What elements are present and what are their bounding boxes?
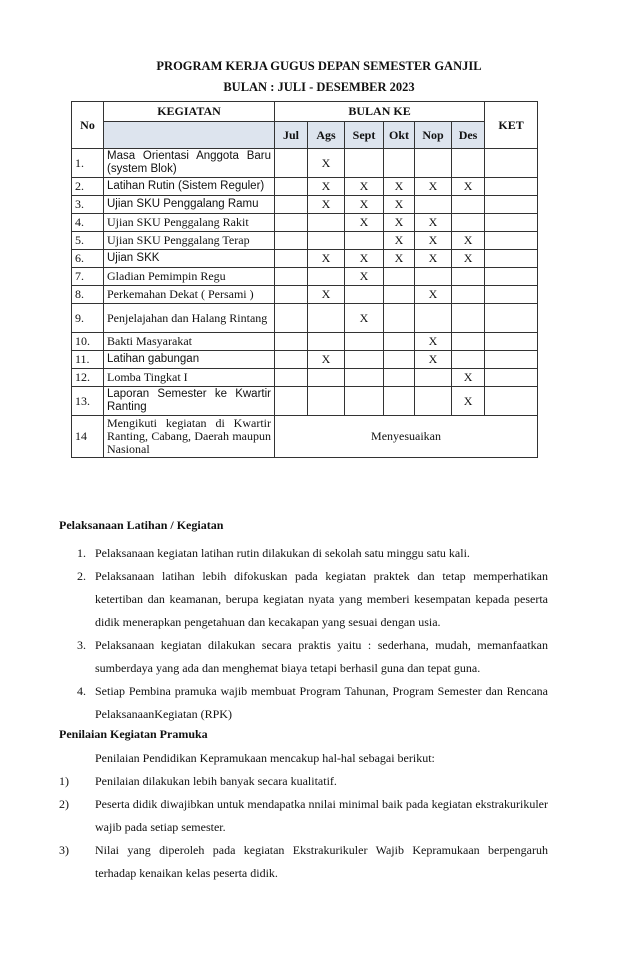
- row-kegiatan: Penjelajahan dan Halang Rintang: [104, 304, 275, 333]
- row-number: 7.: [72, 268, 104, 286]
- month-mark-okt: X: [384, 196, 415, 214]
- month-mark-ags: X: [308, 286, 345, 304]
- row-ket: [485, 268, 538, 286]
- list-item: 3. Pelaksanaan kegiatan dilakukan secara praktis yaitu : sederhana, mudah, memanfaatkan sumberdaya yang ada dan menghemat biaya tetapi berhasil guna dan tepat guna.: [77, 638, 548, 675]
- header-ket: KET: [485, 102, 538, 149]
- month-mark-ags: X: [308, 351, 345, 369]
- month-mark-okt: X: [384, 250, 415, 268]
- row-number: 1.: [72, 149, 104, 178]
- list-item: 1) Penilaian dilakukan lebih banyak secara kualitatif.: [59, 774, 337, 788]
- row-ket: [485, 196, 538, 214]
- row-kegiatan: Mengikuti kegiatan di Kwartir Ranting, Cabang, Daerah maupun Nasional: [104, 416, 275, 458]
- month-mark-jul: [275, 286, 308, 304]
- program-table: [71, 101, 538, 458]
- month-mark-okt: [384, 149, 415, 178]
- month-mark-sept: [345, 387, 384, 416]
- header-month-sept: Sept: [345, 122, 384, 149]
- month-mark-sept: X: [345, 268, 384, 286]
- row-number: 2.: [72, 178, 104, 196]
- month-mark-ags: X: [308, 178, 345, 196]
- month-mark-sept: X: [345, 178, 384, 196]
- row-ket: [485, 232, 538, 250]
- month-mark-ags: [308, 214, 345, 232]
- header-month-ags: Ags: [308, 122, 345, 149]
- row-kegiatan: Masa Orientasi Anggota Baru (system Blok): [104, 149, 275, 178]
- row-number: 5.: [72, 232, 104, 250]
- month-mark-ags: X: [308, 250, 345, 268]
- row-kegiatan: Laporan Semester ke Kwartir Ranting: [104, 387, 275, 416]
- table-row: [72, 214, 538, 232]
- month-mark-ags: [308, 304, 345, 333]
- month-mark-sept: [345, 149, 384, 178]
- table-row: [72, 351, 538, 369]
- month-mark-nop: [415, 196, 452, 214]
- month-mark-jul: [275, 178, 308, 196]
- row-ket: [485, 369, 538, 387]
- month-mark-jul: [275, 369, 308, 387]
- month-mark-des: [452, 214, 485, 232]
- month-mark-sept: [345, 286, 384, 304]
- month-mark-des: X: [452, 250, 485, 268]
- month-mark-nop: X: [415, 178, 452, 196]
- row-kegiatan: Ujian SKK: [104, 250, 275, 268]
- header-bulan: BULAN KE: [275, 102, 485, 122]
- month-mark-des: X: [452, 387, 485, 416]
- table-row: [72, 232, 538, 250]
- month-mark-ags: [308, 387, 345, 416]
- row-ket: [485, 351, 538, 369]
- month-mark-jul: [275, 250, 308, 268]
- table-row: [72, 369, 538, 387]
- month-mark-nop: X: [415, 214, 452, 232]
- document-subtitle: BULAN : JULI - DESEMBER 2023: [223, 80, 415, 94]
- row-number: 12.: [72, 369, 104, 387]
- list-item: 2. Pelaksanaan latihan lebih difokuskan pada kegiatan praktek dan tetap memperhatikan ketertiban dan keamanan, berupa kegiatan nyata yang memberi kesempatan kepada peserta didik menerapkan pengetahuan dan kecakapan yang sesuai dengan usia.: [77, 569, 548, 629]
- month-mark-nop: [415, 149, 452, 178]
- header-no: No: [72, 102, 104, 149]
- month-mark-des: [452, 149, 485, 178]
- month-mark-okt: X: [384, 214, 415, 232]
- month-mark-sept: [345, 369, 384, 387]
- row-kegiatan: Perkemahan Dekat ( Persami ): [104, 286, 275, 304]
- row-ket: [485, 286, 538, 304]
- row-kegiatan: Ujian SKU Penggalang Rakit: [104, 214, 275, 232]
- month-mark-des: [452, 196, 485, 214]
- table-row: [72, 268, 538, 286]
- month-mark-ags: [308, 268, 345, 286]
- month-mark-des: X: [452, 369, 485, 387]
- table-row: [72, 304, 538, 333]
- month-mark-jul: [275, 232, 308, 250]
- row-ket: [485, 149, 538, 178]
- month-mark-sept: X: [345, 214, 384, 232]
- month-mark-sept: [345, 351, 384, 369]
- pelaksanaan-list: [59, 542, 548, 726]
- month-mark-sept: X: [345, 250, 384, 268]
- row-kegiatan: Latihan gabungan: [104, 351, 275, 369]
- month-mark-des: X: [452, 178, 485, 196]
- row-ket: [485, 333, 538, 351]
- month-mark-sept: X: [345, 304, 384, 333]
- month-mark-jul: [275, 149, 308, 178]
- month-mark-jul: [275, 351, 308, 369]
- month-mark-des: [452, 286, 485, 304]
- month-mark-okt: [384, 351, 415, 369]
- table-row: [72, 250, 538, 268]
- month-mark-jul: [275, 268, 308, 286]
- month-mark-okt: X: [384, 232, 415, 250]
- header-month-jul: Jul: [275, 122, 308, 149]
- month-mark-nop: [415, 268, 452, 286]
- row-note-menyesuaikan: Menyesuaikan: [275, 416, 538, 458]
- row-number: 13.: [72, 387, 104, 416]
- penilaian-intro: Penilaian Pendidikan Kepramukaan mencakup hal-hal sebagai berikut:: [95, 751, 435, 765]
- month-mark-des: [452, 351, 485, 369]
- document-title: PROGRAM KERJA GUGUS DEPAN SEMESTER GANJIL: [156, 59, 482, 73]
- penilaian-heading: Penilaian Kegiatan Pramuka: [59, 727, 208, 741]
- row-kegiatan: Lomba Tingkat I: [104, 369, 275, 387]
- month-mark-des: X: [452, 232, 485, 250]
- month-mark-jul: [275, 333, 308, 351]
- table-row: [72, 387, 538, 416]
- month-mark-okt: X: [384, 178, 415, 196]
- month-mark-okt: [384, 333, 415, 351]
- month-mark-nop: [415, 369, 452, 387]
- row-ket: [485, 214, 538, 232]
- table-row: [72, 149, 538, 178]
- list-item: 4. Setiap Pembina pramuka wajib membuat Program Tahunan, Program Semester dan Rencana PelaksanaanKegiatan (RPK): [77, 684, 548, 721]
- month-mark-nop: X: [415, 286, 452, 304]
- header-month-des: Des: [452, 122, 485, 149]
- month-mark-okt: [384, 387, 415, 416]
- row-ket: [485, 178, 538, 196]
- row-number: 8.: [72, 286, 104, 304]
- penilaian-list: [59, 770, 548, 885]
- row-kegiatan: Latihan Rutin (Sistem Reguler): [104, 178, 275, 196]
- list-item: 3) Nilai yang diperoleh pada kegiatan Ekstrakurikuler Wajib Kepramukaan berpengaruh terhadap kenaikan kelas peserta didik.: [59, 843, 548, 880]
- month-mark-jul: [275, 387, 308, 416]
- month-mark-sept: [345, 333, 384, 351]
- month-mark-ags: [308, 333, 345, 351]
- header-kegiatan-blank: [104, 122, 275, 149]
- month-mark-nop: X: [415, 232, 452, 250]
- header-kegiatan: KEGIATAN: [104, 102, 275, 122]
- month-mark-sept: [345, 232, 384, 250]
- row-number: 6.: [72, 250, 104, 268]
- month-mark-nop: X: [415, 351, 452, 369]
- month-mark-jul: [275, 196, 308, 214]
- month-mark-ags: X: [308, 149, 345, 178]
- row-number: 9.: [72, 304, 104, 333]
- pelaksanaan-section: [59, 518, 548, 726]
- month-mark-des: [452, 268, 485, 286]
- month-mark-sept: X: [345, 196, 384, 214]
- header-month-nop: Nop: [415, 122, 452, 149]
- header-month-okt: Okt: [384, 122, 415, 149]
- month-mark-nop: X: [415, 333, 452, 351]
- list-item: 2) Peserta didik diwajibkan untuk mendapatka nnilai minimal baik pada kegiatan ekstrakurikuler wajib pada setiap semester.: [59, 797, 548, 834]
- row-number: 14: [72, 416, 104, 458]
- month-mark-nop: [415, 304, 452, 333]
- month-mark-nop: [415, 387, 452, 416]
- row-ket: [485, 304, 538, 333]
- month-mark-jul: [275, 214, 308, 232]
- row-number: 11.: [72, 351, 104, 369]
- row-number: 3.: [72, 196, 104, 214]
- table-row: [72, 286, 538, 304]
- month-mark-okt: [384, 286, 415, 304]
- row-kegiatan: Ujian SKU Penggalang Terap: [104, 232, 275, 250]
- month-mark-okt: [384, 268, 415, 286]
- month-mark-nop: X: [415, 250, 452, 268]
- table-row: [72, 196, 538, 214]
- row-number: 4.: [72, 214, 104, 232]
- month-mark-okt: [384, 369, 415, 387]
- table-row: [72, 178, 538, 196]
- month-mark-ags: [308, 369, 345, 387]
- row-ket: [485, 387, 538, 416]
- month-mark-des: [452, 304, 485, 333]
- row-kegiatan: Ujian SKU Penggalang Ramu: [104, 196, 275, 214]
- table-row: [72, 333, 538, 351]
- row-kegiatan: Gladian Pemimpin Regu: [104, 268, 275, 286]
- month-mark-ags: [308, 232, 345, 250]
- table-row: [72, 416, 538, 458]
- penilaian-section: [59, 727, 548, 885]
- row-kegiatan: Bakti Masyarakat: [104, 333, 275, 351]
- month-mark-okt: [384, 304, 415, 333]
- row-ket: [485, 250, 538, 268]
- pelaksanaan-heading: Pelaksanaan Latihan / Kegiatan: [59, 518, 224, 532]
- list-item: 1. Pelaksanaan kegiatan latihan rutin dilakukan di sekolah satu minggu satu kali.: [77, 546, 470, 560]
- month-mark-jul: [275, 304, 308, 333]
- month-mark-ags: X: [308, 196, 345, 214]
- month-mark-des: [452, 333, 485, 351]
- row-number: 10.: [72, 333, 104, 351]
